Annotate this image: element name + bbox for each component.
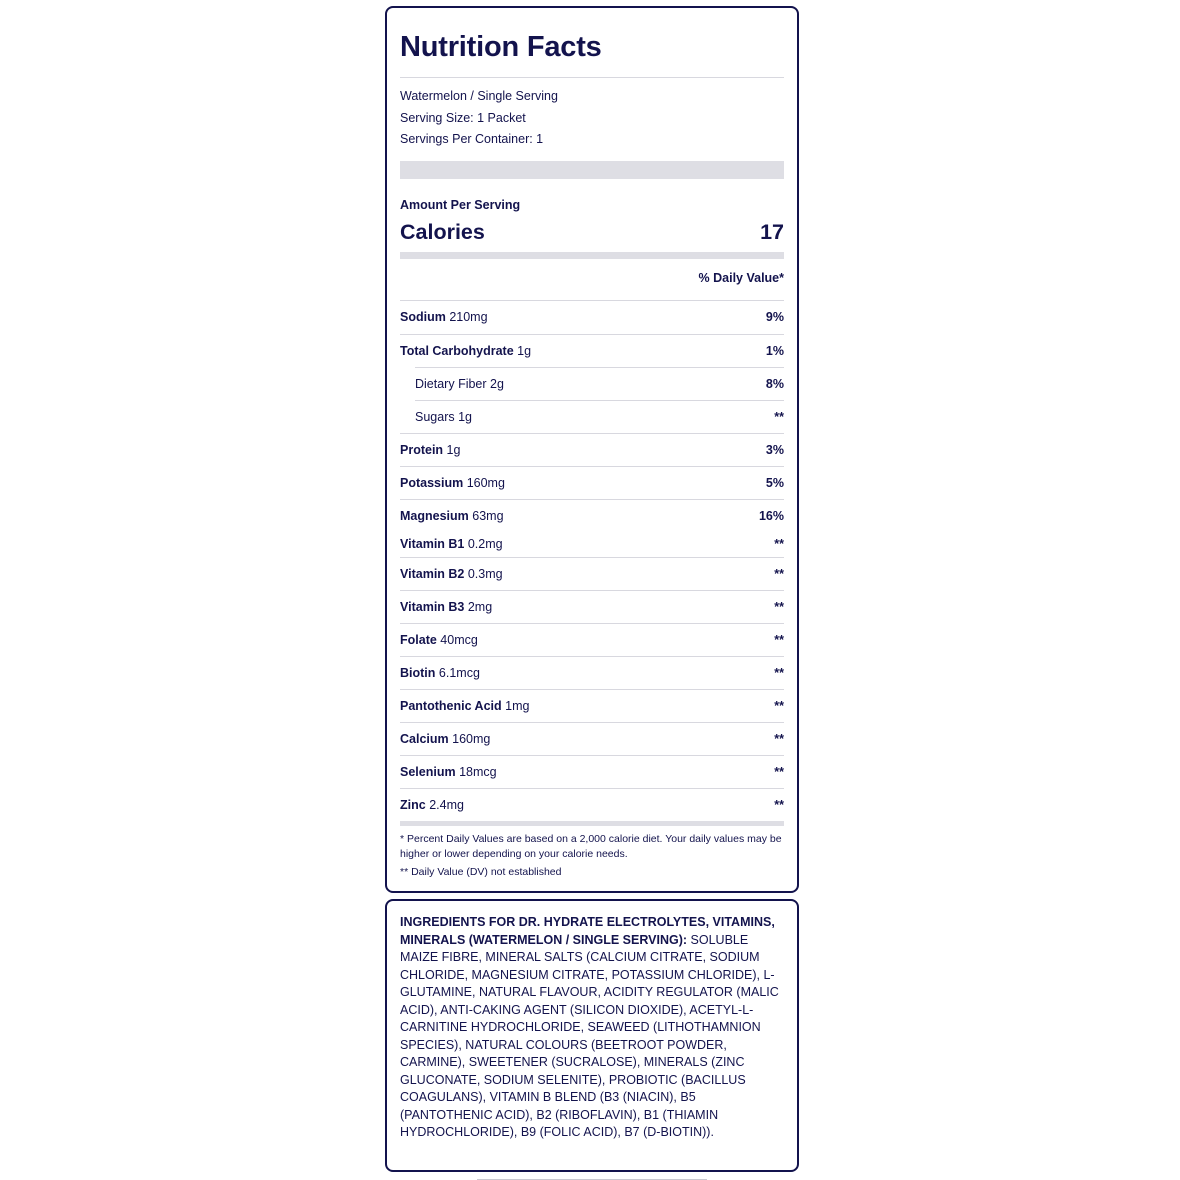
nutrient-row bbox=[400, 466, 784, 499]
nutrient-label: Dietary Fiber bbox=[415, 376, 487, 391]
nutrient-name bbox=[400, 732, 490, 746]
nutrient-name bbox=[400, 765, 497, 779]
nutrient-label: Sodium bbox=[400, 310, 446, 324]
nutrient-amount: 210mg bbox=[449, 310, 488, 324]
nutrient-label: Pantothenic Acid bbox=[400, 698, 502, 713]
product-line: Watermelon / Single Serving bbox=[400, 89, 558, 103]
nutrient-label: Magnesium bbox=[400, 508, 469, 523]
nutrient-label: Total Carbohydrate bbox=[400, 343, 514, 358]
nutrient-daily-value: ** bbox=[774, 764, 784, 779]
nutrient-name bbox=[415, 377, 504, 391]
nutrient-label: Vitamin B2 bbox=[400, 566, 465, 581]
ingredients-heading: INGREDIENTS FOR DR. HYDRATE ELECTROLYTES, VITAMINS, MINERALS (WATERMELON / SINGLE SERVING): bbox=[400, 915, 775, 947]
nutrient-daily-value: ** bbox=[774, 537, 784, 551]
ingredients-list: SOLUBLE MAIZE FIBRE, MINERAL SALTS (CALCIUM CITRATE, SODIUM CHLORIDE, MAGNESIUM CITRATE, POTASSIUM CHLORIDE), L-GLUTAMINE, NATURAL FLAVOUR, ACIDITY REGULATOR (MALIC ACID), ANTI-CAKING AGENT (SILICON DIOXIDE), ACETYL-L-CARNITINE HYDROCHLORIDE, SEAWEED (LITHOTHAMNION SPECIES), NATURAL COLOURS (BEETROOT POWDER, CARMINE), SWEETENER (SUCRALOSE), MINERALS (ZINC GLUCONATE, SODIUM SELENITE), PROBIOTIC (BACILLUS COAGULANS), VITAMIN B BLEND (B3 (NIACIN), B5 (PANTOTHENIC ACID), B2 (RIBOFLAVIN), B1 (THIAMIN HYDROCHLORIDE), B9 (FOLIC ACID), B7 (D-BIOTIN)). bbox=[400, 932, 779, 1139]
nutrient-daily-value: ** bbox=[774, 599, 784, 614]
nutrient-name bbox=[400, 666, 480, 680]
nutrient-name bbox=[400, 509, 504, 523]
footnote-dv-not-established: ** Daily Value (DV) not established bbox=[400, 865, 562, 878]
servings-per-container: Servings Per Container: 1 bbox=[400, 132, 544, 146]
nutrient-daily-value: ** bbox=[774, 698, 784, 713]
nutrient-amount: 0.2mg bbox=[467, 537, 503, 551]
thick-divider bbox=[400, 161, 784, 179]
nutrient-name bbox=[400, 633, 478, 647]
nutrient-row bbox=[400, 722, 784, 755]
nutrient-amount: 1mg bbox=[505, 698, 530, 713]
nutrient-daily-value: ** bbox=[774, 409, 784, 424]
nutrient-amount: 1g bbox=[458, 409, 472, 424]
nutrient-daily-value: 9% bbox=[765, 310, 784, 324]
nutrient-name bbox=[400, 476, 505, 490]
nutrient-row bbox=[400, 557, 784, 590]
nutrient-row bbox=[415, 367, 784, 400]
nutrient-name bbox=[400, 699, 529, 713]
nutrient-row bbox=[400, 689, 784, 722]
nutrient-label: Folate bbox=[400, 632, 437, 647]
nutrient-label: Vitamin B3 bbox=[400, 599, 465, 614]
nutrient-daily-value: 3% bbox=[765, 442, 784, 457]
nutrient-daily-value: 1% bbox=[765, 343, 784, 358]
daily-value-header: % Daily Value* bbox=[698, 270, 784, 285]
nutrient-label: Zinc bbox=[400, 797, 426, 812]
nutrient-label: Biotin bbox=[400, 665, 436, 680]
calories-row bbox=[400, 215, 784, 251]
medium-divider bbox=[400, 252, 784, 259]
nutrient-amount: 2g bbox=[490, 376, 504, 391]
nutrient-label: Sugars bbox=[415, 409, 455, 424]
serving-size: Serving Size: 1 Packet bbox=[400, 110, 526, 125]
nutrient-row bbox=[400, 499, 784, 532]
nutrient-daily-value: ** bbox=[774, 665, 784, 680]
amount-per-serving: Amount Per Serving bbox=[400, 197, 521, 212]
nutrient-row bbox=[400, 532, 784, 557]
nutrient-amount: 160mg bbox=[466, 475, 505, 490]
nutrient-name bbox=[400, 600, 492, 614]
nutrient-label: Calcium bbox=[400, 731, 449, 746]
nutrient-amount: 18mcg bbox=[459, 764, 497, 779]
nutrient-amount: 1g bbox=[446, 442, 461, 457]
nutrient-name bbox=[400, 344, 531, 358]
nutrient-amount: 40mcg bbox=[440, 632, 478, 647]
nutrition-facts-title: Nutrition Facts bbox=[400, 31, 602, 63]
bottom-divider bbox=[400, 821, 784, 826]
nutrient-amount: 2mg bbox=[467, 599, 493, 614]
nutrient-label: Selenium bbox=[400, 764, 456, 779]
nutrient-amount: 1g bbox=[517, 343, 532, 358]
nutrient-row bbox=[400, 334, 784, 367]
nutrient-name bbox=[400, 310, 488, 324]
nutrient-daily-value: ** bbox=[774, 797, 784, 812]
nutrient-name bbox=[400, 798, 464, 812]
nutrient-row bbox=[400, 656, 784, 689]
nutrient-amount: 63mg bbox=[472, 508, 504, 523]
nutrient-amount: 6.1mcg bbox=[438, 665, 480, 680]
nutrient-row bbox=[400, 788, 784, 821]
nutrient-row bbox=[400, 590, 784, 623]
nutrient-amount: 2.4mg bbox=[429, 797, 464, 812]
ingredients-panel bbox=[385, 899, 799, 1172]
nutrient-label: Potassium bbox=[400, 475, 464, 490]
nutrient-daily-value: 16% bbox=[758, 508, 784, 523]
nutrient-label: Vitamin B1 bbox=[400, 537, 465, 551]
nutrient-row bbox=[400, 623, 784, 656]
ingredients-text bbox=[400, 914, 787, 1142]
nutrient-row bbox=[400, 433, 784, 466]
nutrient-amount: 160mg bbox=[452, 731, 491, 746]
footnote-percent-dv: * Percent Daily Values are based on a 2,000 calorie diet. Your daily values may be higher or lower depending on your calorie needs. bbox=[400, 832, 782, 860]
nutrient-label: Protein bbox=[400, 442, 444, 457]
nutrient-name bbox=[400, 537, 503, 551]
calories-value: 17 bbox=[760, 220, 784, 244]
nutrient-row bbox=[400, 301, 784, 334]
nutrient-name bbox=[400, 567, 503, 581]
nutrient-daily-value: 8% bbox=[765, 376, 784, 391]
nutrient-daily-value: ** bbox=[774, 632, 784, 647]
nutrient-daily-value: ** bbox=[774, 731, 784, 746]
nutrient-daily-value: ** bbox=[774, 566, 784, 581]
serving-info bbox=[400, 78, 784, 151]
nutrient-name bbox=[400, 443, 460, 457]
nutrition-facts-panel bbox=[385, 6, 799, 893]
calories-label: Calories bbox=[400, 220, 485, 244]
nutrient-name bbox=[415, 410, 472, 424]
nutrient-amount: 0.3mg bbox=[467, 566, 503, 581]
nutrient-row bbox=[415, 400, 784, 433]
nutrient-daily-value: 5% bbox=[765, 475, 784, 490]
nutrient-list bbox=[400, 301, 784, 821]
nutrient-row bbox=[400, 755, 784, 788]
